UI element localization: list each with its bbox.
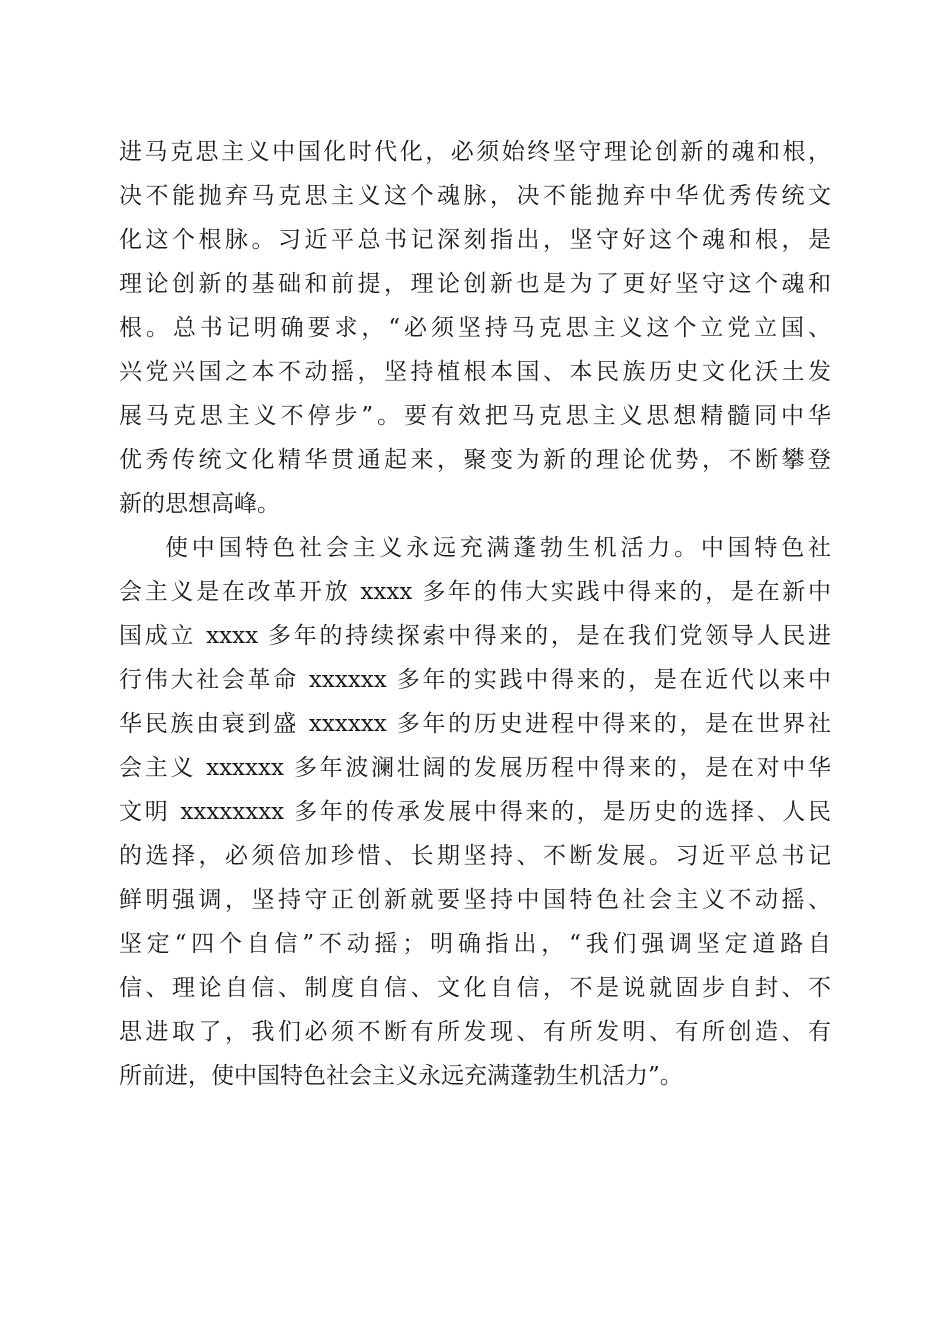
text-line: 决不能抛弃马克思主义这个魂脉，决不能抛弃中华优秀传统文	[119, 183, 831, 209]
text-line: 优秀传统文化精华贯通起来，聚变为新的理论优势，不断攀登	[119, 447, 831, 473]
text-line: 思进取了，我们必须不断有所发现、有所发明、有所创造、有	[119, 1019, 831, 1045]
text-line: 兴党兴国之本不动摇，坚持植根本国、本民族历史文化沃土发	[119, 359, 831, 385]
text-line: 理论创新的基础和前提，理论创新也是为了更好坚守这个魂和	[119, 271, 831, 297]
text-line: 使中国特色社会主义永远充满蓬勃生机活力。中国特色社	[165, 535, 831, 561]
text-line: 展马克思主义不停步”。要有效把马克思主义思想精髓同中华	[119, 403, 831, 429]
text-line: 新的思想高峰。	[119, 491, 280, 517]
text-line: 会主义是在改革开放 xxxx 多年的伟大实践中得来的，是在新中	[119, 579, 831, 605]
text-line: 根。总书记明确要求，“必须坚持马克思主义这个立党立国、	[119, 315, 831, 341]
text-line: 行伟大社会革命 xxxxxx 多年的实践中得来的，是在近代以来中	[119, 667, 831, 693]
text-line: 会主义 xxxxxx 多年波澜壮阔的发展历程中得来的，是在对中华	[119, 755, 831, 781]
document-body	[119, 130, 831, 1098]
paragraph-2	[119, 526, 831, 1098]
text-line: 鲜明强调，坚持守正创新就要坚持中国特色社会主义不动摇、	[119, 887, 831, 913]
text-line: 华民族由衰到盛 xxxxxx 多年的历史进程中得来的，是在世界社	[119, 711, 831, 737]
text-line: 文明 xxxxxxxx 多年的传承发展中得来的，是历史的选择、人民	[119, 799, 831, 825]
paragraph-1	[119, 130, 831, 526]
text-line: 信、理论自信、制度自信、文化自信，不是说就固步自封、不	[119, 975, 831, 1001]
text-line: 坚定“四个自信”不动摇；明确指出，“我们强调坚定道路自	[119, 931, 831, 957]
text-line: 进马克思主义中国化时代化，必须始终坚守理论创新的魂和根，	[119, 139, 831, 165]
text-line: 的选择，必须倍加珍惜、长期坚持、不断发展。习近平总书记	[119, 843, 831, 869]
text-line: 所前进，使中国特色社会主义永远充满蓬勃生机活力”。	[119, 1063, 683, 1089]
text-line: 化这个根脉。习近平总书记深刻指出，坚守好这个魂和根，是	[119, 227, 831, 253]
text-line: 国成立 xxxx 多年的持续探索中得来的，是在我们党领导人民进	[119, 623, 831, 649]
